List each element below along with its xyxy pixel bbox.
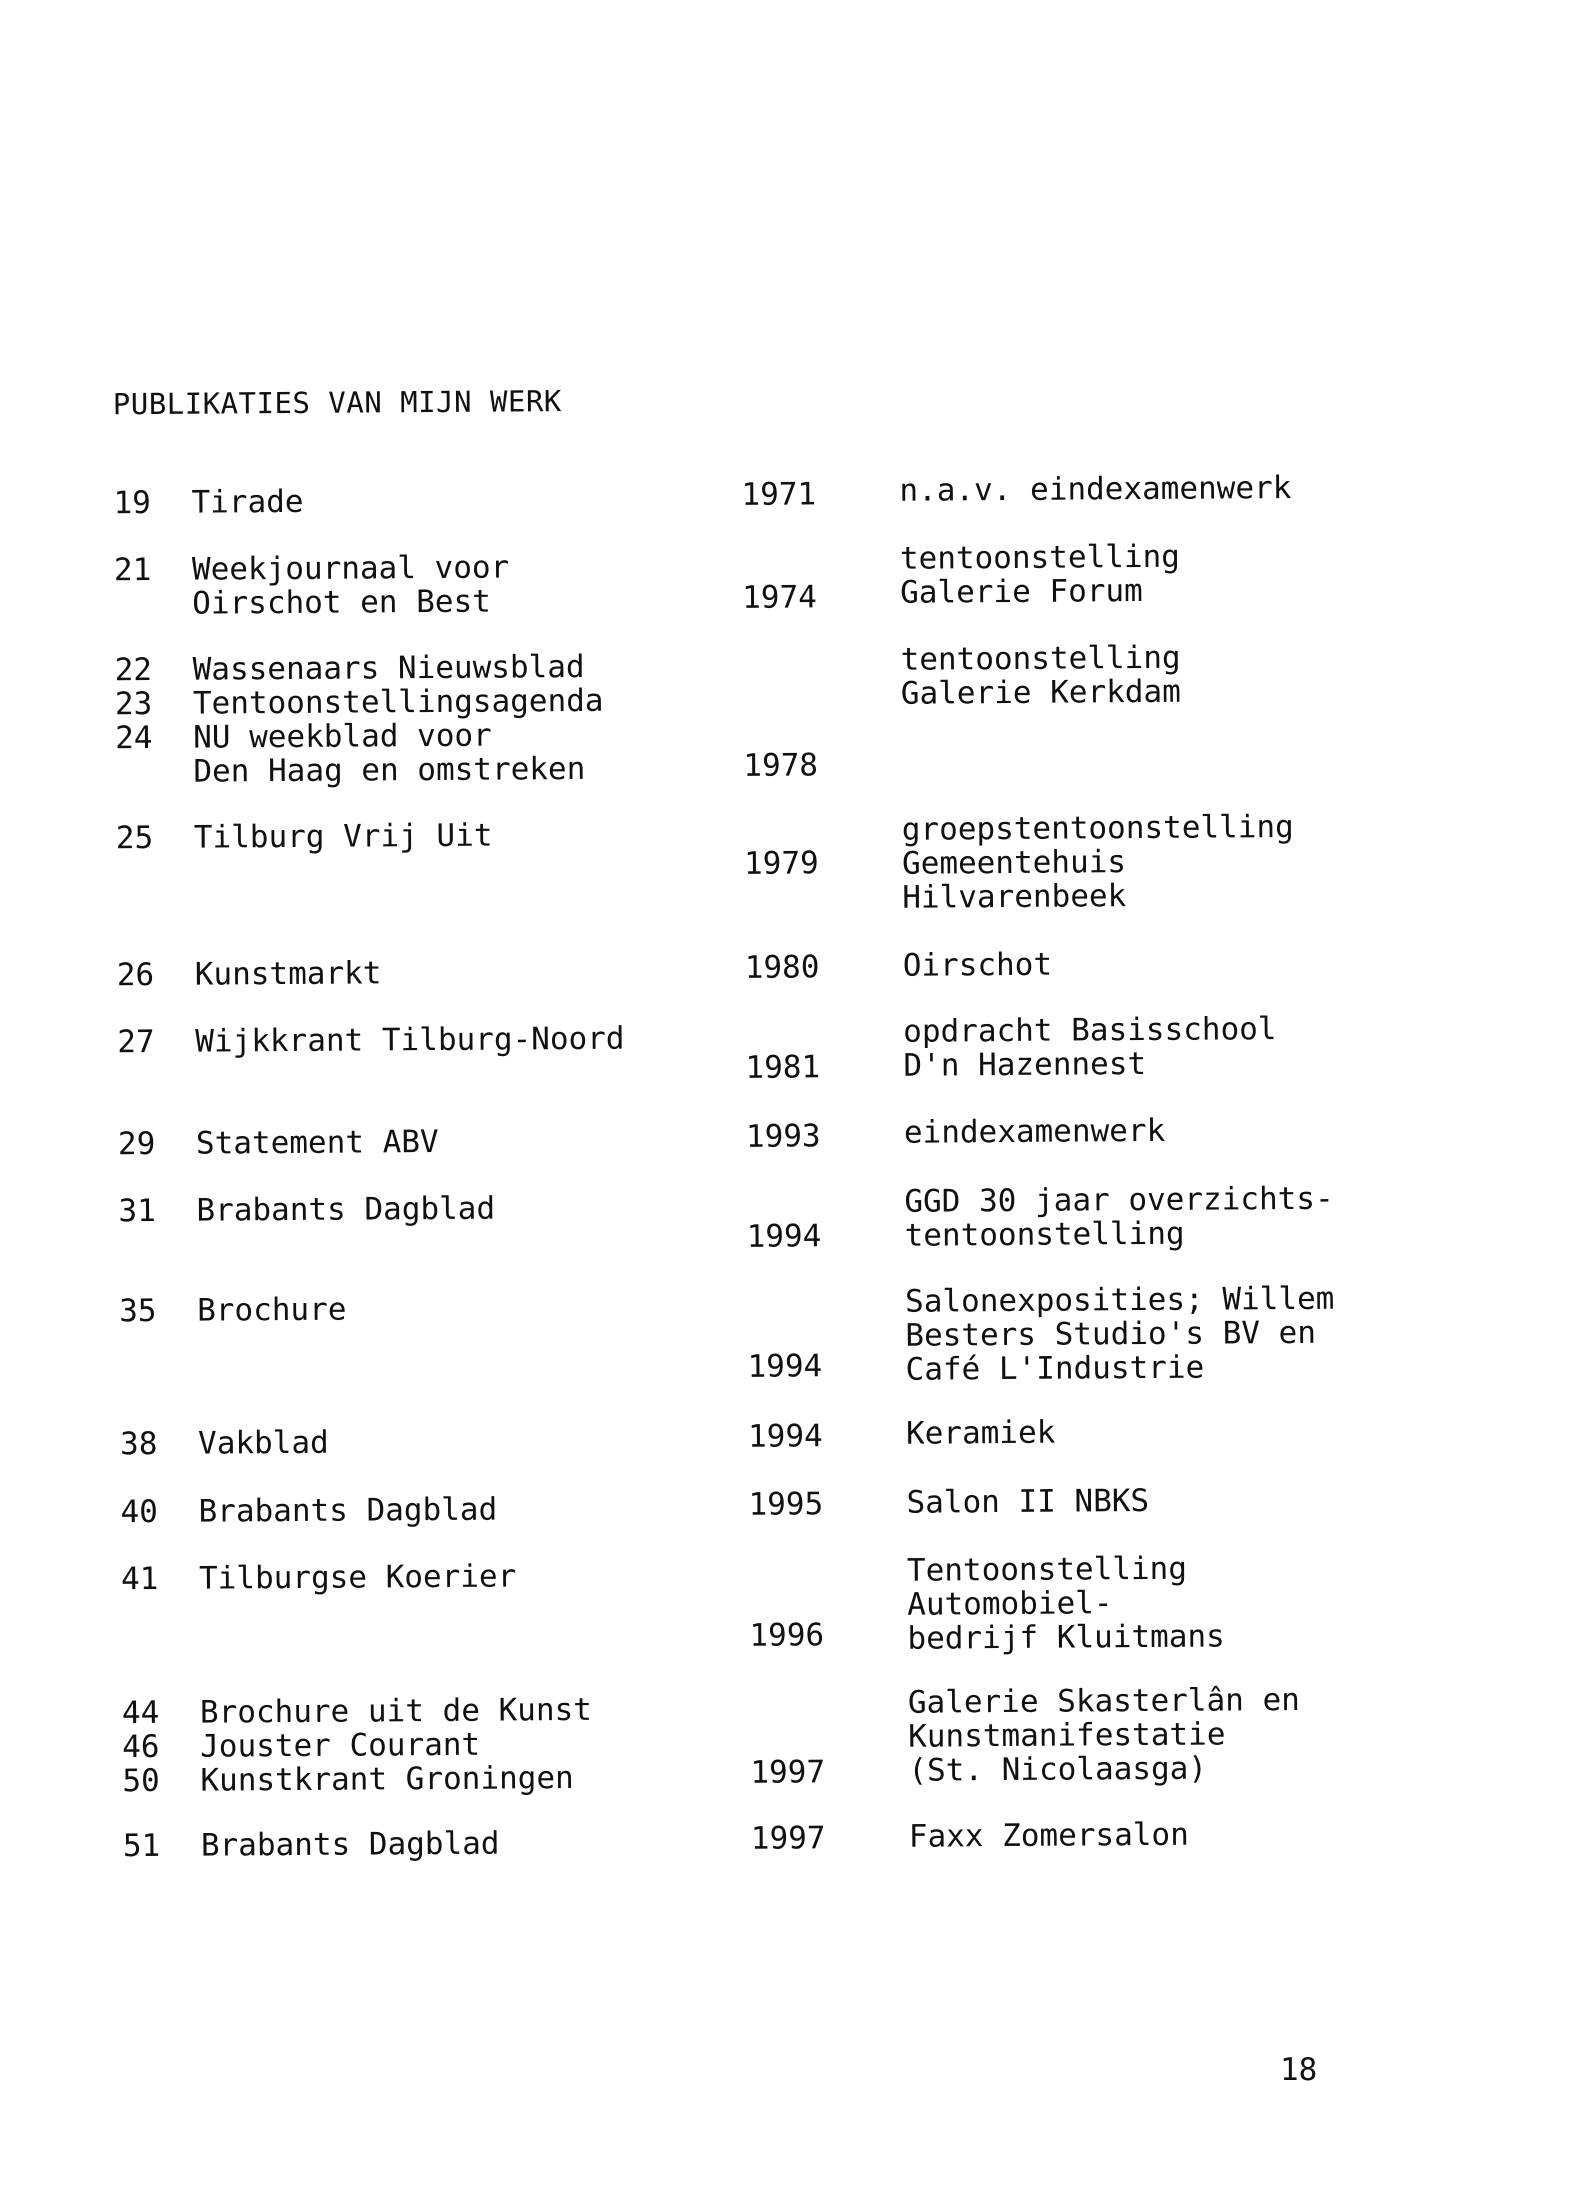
entry-number: 35 bbox=[119, 1292, 157, 1330]
entry-titles bbox=[195, 1021, 755, 1059]
description-line: bedrijf Kluitmans bbox=[907, 1618, 1225, 1657]
entry-numbers bbox=[123, 1829, 193, 1863]
entry-title: Tirade bbox=[191, 483, 304, 521]
description-line: Gemeentehuis bbox=[901, 844, 1127, 882]
entry-numbers bbox=[113, 486, 183, 520]
entry-title: Brabants Dagblad bbox=[200, 1825, 500, 1864]
entry-number: 26 bbox=[116, 956, 155, 994]
description-line: tentoonstelling bbox=[900, 639, 1181, 678]
entry-year: 1994 bbox=[747, 1348, 823, 1385]
entry-titles bbox=[191, 482, 751, 520]
entry-description bbox=[908, 1682, 1509, 1788]
entry-year: 1993 bbox=[745, 1118, 821, 1155]
entry-title: Brochure bbox=[197, 1291, 347, 1329]
entry-numbers bbox=[122, 1696, 193, 1798]
entry-title: Vakblad bbox=[197, 1424, 329, 1462]
entry-number: 31 bbox=[118, 1192, 156, 1230]
entry-title: Brochure uit de Kunst bbox=[199, 1691, 593, 1731]
entry-number: 41 bbox=[120, 1560, 159, 1598]
entry-year: 1994 bbox=[746, 1218, 822, 1255]
description-line: n.a.v. eindexamenwerk bbox=[899, 469, 1292, 509]
entry-description bbox=[903, 945, 1503, 983]
entry-year: 1997 bbox=[750, 1754, 826, 1791]
entry-description bbox=[904, 1181, 1504, 1253]
entry-numbers bbox=[120, 1427, 190, 1461]
entry-number: 50 bbox=[122, 1762, 160, 1800]
publication-entry bbox=[9, 1280, 1575, 1388]
description-line: Hilvarenbeek bbox=[902, 878, 1127, 916]
entry-year: 1971 bbox=[741, 476, 817, 513]
entry-year: 1978 bbox=[743, 747, 819, 784]
entry-year: 1996 bbox=[749, 1617, 825, 1654]
entry-numbers bbox=[118, 1194, 188, 1228]
publication-entry bbox=[8, 1180, 1575, 1255]
description-line: Salon II NBKS bbox=[906, 1483, 1150, 1521]
entry-number: 51 bbox=[122, 1827, 161, 1865]
entry-titles bbox=[197, 1290, 757, 1328]
publication-entry bbox=[7, 1011, 1575, 1086]
description-line: Salonexposities; Willem bbox=[904, 1280, 1335, 1320]
entry-title: NU weekblad voor bbox=[193, 717, 492, 756]
entry-description bbox=[903, 1011, 1503, 1083]
entry-numbers bbox=[120, 1495, 190, 1529]
description-line: D'n Hazennest bbox=[903, 1046, 1147, 1084]
entry-number: 38 bbox=[119, 1425, 158, 1463]
description-line: GGD 30 jaar overzichts- bbox=[904, 1180, 1334, 1220]
entry-description bbox=[906, 1482, 1506, 1520]
publication-entry bbox=[13, 1816, 1575, 1865]
entry-title: Tilburgse Koerier bbox=[198, 1558, 517, 1597]
description-line: tentoonstelling bbox=[904, 1215, 1185, 1254]
entry-numbers bbox=[116, 821, 186, 855]
description-line: Galerie Skasterlân en bbox=[907, 1681, 1300, 1721]
entry-title: Jouster Courant bbox=[200, 1726, 481, 1765]
entry-numbers bbox=[121, 1562, 191, 1596]
entry-numbers bbox=[119, 1294, 189, 1328]
entry-numbers bbox=[114, 553, 184, 587]
entry-title: Brabants Dagblad bbox=[198, 1491, 498, 1530]
entry-number: 21 bbox=[113, 551, 152, 589]
entry-number: 29 bbox=[117, 1125, 156, 1163]
entry-title: Brabants Dagblad bbox=[196, 1190, 496, 1229]
entry-year: 1980 bbox=[744, 949, 820, 986]
description-line: Faxx Zomersalon bbox=[908, 1816, 1189, 1855]
entry-title: Tilburg Vrij Uit bbox=[193, 817, 493, 856]
entry-title: Wijkkrant Tilburg-Noord bbox=[195, 1020, 625, 1060]
entry-title: Oirschot en Best bbox=[192, 583, 491, 622]
entry-titles bbox=[198, 1423, 758, 1461]
entry-year: 1995 bbox=[748, 1486, 824, 1523]
entry-titles bbox=[200, 1692, 761, 1798]
entry-year: 1997 bbox=[750, 1820, 826, 1857]
description-line: Galerie Kerkdam bbox=[900, 673, 1181, 712]
entry-title: Statement ABV bbox=[195, 1123, 439, 1162]
entry-titles bbox=[199, 1558, 759, 1596]
entry-number: 24 bbox=[115, 719, 153, 757]
entry-description bbox=[909, 1816, 1509, 1854]
entry-titles bbox=[196, 1190, 756, 1228]
description-line: Kunstmanifestatie bbox=[908, 1716, 1226, 1755]
entry-number: 27 bbox=[117, 1023, 155, 1061]
entry-description bbox=[907, 1550, 1508, 1656]
entry-description bbox=[904, 1112, 1504, 1150]
entry-numbers bbox=[115, 653, 186, 755]
entry-description bbox=[906, 1413, 1506, 1451]
entry-title: Kunstkrant Groningen bbox=[200, 1760, 574, 1799]
entry-titles bbox=[195, 954, 755, 992]
entry-title: Wassenaars Nieuwsblad bbox=[192, 648, 585, 688]
publication-entry bbox=[7, 946, 1575, 994]
entry-titles bbox=[193, 649, 754, 789]
page-number: 18 bbox=[1280, 2052, 1318, 2088]
entry-number: 23 bbox=[114, 685, 153, 723]
publication-entry bbox=[5, 639, 1575, 790]
description-line: opdracht Basisschool bbox=[903, 1011, 1277, 1050]
description-line: eindexamenwerk bbox=[903, 1112, 1166, 1151]
entry-number: 22 bbox=[114, 651, 153, 689]
description-line: tentoonstelling bbox=[899, 538, 1181, 577]
description-line: Galerie Forum bbox=[900, 573, 1143, 611]
description-line: Café L'Industrie bbox=[905, 1349, 1205, 1388]
description-line: (St. Nicolaasga) bbox=[908, 1750, 1208, 1789]
entry-titles bbox=[198, 1491, 758, 1529]
publication-entry bbox=[11, 1550, 1575, 1657]
publication-entry bbox=[3, 469, 1575, 522]
entry-titles bbox=[196, 1123, 756, 1161]
entry-number: 25 bbox=[115, 819, 154, 857]
entry-number: 19 bbox=[113, 484, 151, 522]
description-line: groepstentoonstelling bbox=[901, 808, 1294, 848]
description-line: Oirschot bbox=[902, 946, 1053, 984]
entry-titles bbox=[192, 549, 752, 621]
entry-title: Weekjournaal voor bbox=[191, 549, 510, 588]
entry-title: Den Haag en omstreken bbox=[193, 750, 586, 790]
entry-number: 40 bbox=[120, 1493, 159, 1531]
description-line: Besters Studio's BV en bbox=[905, 1314, 1317, 1354]
entry-number: 46 bbox=[122, 1728, 160, 1766]
entry-title: Tentoonstellingsagenda bbox=[192, 682, 604, 722]
entry-description bbox=[899, 470, 1499, 508]
entry-description bbox=[905, 1281, 1506, 1387]
publication-entry bbox=[6, 808, 1575, 916]
description-line: Keramiek bbox=[905, 1414, 1056, 1452]
entry-description bbox=[901, 639, 1501, 711]
entry-titles bbox=[201, 1825, 761, 1863]
publication-entry bbox=[12, 1681, 1575, 1800]
entry-titles bbox=[194, 817, 754, 855]
entry-numbers bbox=[118, 1127, 188, 1161]
publication-entry bbox=[4, 538, 1575, 622]
description-line: Automobiel- bbox=[907, 1585, 1113, 1623]
publication-entry bbox=[10, 1483, 1575, 1531]
entry-number: 44 bbox=[121, 1694, 160, 1732]
page-heading: PUBLIKATIES VAN MIJN WERK bbox=[112, 384, 562, 422]
publication-entry bbox=[8, 1112, 1575, 1163]
entry-title: Kunstmarkt bbox=[194, 955, 382, 993]
entry-year: 1981 bbox=[745, 1049, 821, 1086]
entry-description bbox=[902, 809, 1503, 915]
entry-year: 1979 bbox=[743, 845, 819, 882]
entry-year: 1994 bbox=[747, 1418, 823, 1455]
entry-numbers bbox=[117, 958, 187, 992]
entry-numbers bbox=[117, 1025, 187, 1059]
entry-year: 1974 bbox=[742, 579, 817, 616]
publication-entry bbox=[10, 1414, 1575, 1463]
entry-description bbox=[900, 538, 1500, 610]
description-line: Tentoonstelling bbox=[906, 1550, 1188, 1589]
